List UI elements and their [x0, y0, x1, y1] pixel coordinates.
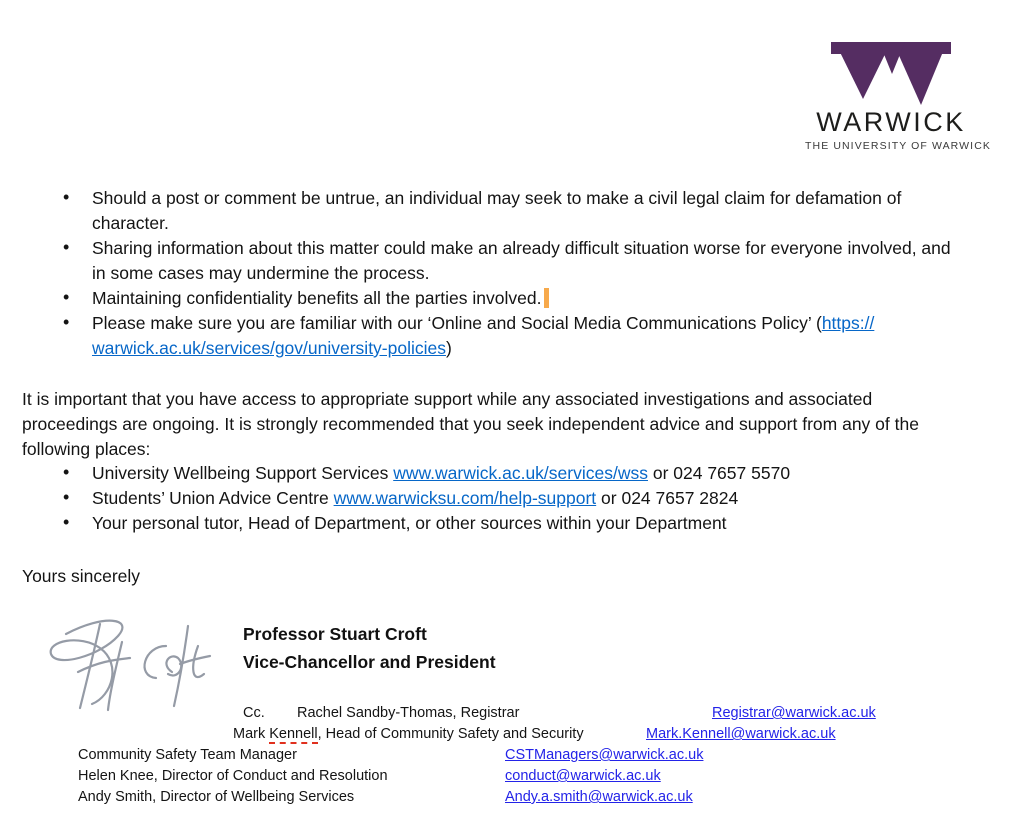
- wellbeing-link[interactable]: www.warwick.ac.uk/services/wss: [393, 463, 648, 483]
- support-paragraph: It is important that you have access to appropriate support while any associated investigations and associated proceedings are ongoing. It is strongly recommended that you seek independent advice and support from any of the following places:: [22, 389, 919, 459]
- list-item: [22, 286, 967, 311]
- bullet-text: Your personal tutor, Head of Department, or other sources within your Department: [92, 513, 727, 533]
- warwick-w-icon: [831, 42, 951, 105]
- logo-tagline: THE UNIVERSITY OF WARWICK: [805, 140, 991, 152]
- warwick-logo: [805, 42, 991, 152]
- cc-label: Cc.: [243, 705, 265, 721]
- cst-managers-email-link[interactable]: CSTManagers@warwick.ac.uk: [505, 747, 704, 763]
- list-item: [22, 186, 967, 236]
- cc-name: Helen Knee, Director of Conduct and Resolution: [78, 768, 388, 784]
- policy-link[interactable]: warwick.ac.uk/services/gov/university-policies: [92, 338, 446, 358]
- bullet-text: Please make sure you are familiar with our ‘Online and Social Media Communications Policy’ (: [92, 313, 822, 333]
- text-cursor: [544, 288, 549, 308]
- signature-image: [38, 612, 223, 720]
- kennell-email-link[interactable]: Mark.Kennell@warwick.ac.uk: [646, 726, 836, 742]
- list-item: [22, 486, 967, 511]
- list-item: [22, 236, 967, 286]
- bullet-text: University Wellbeing Support Services: [92, 463, 394, 483]
- policy-link[interactable]: https://: [821, 313, 875, 333]
- cc-name-part: , Head of Community Safety and Security: [317, 726, 584, 742]
- list-item: [22, 311, 967, 361]
- signatory-block: [243, 620, 496, 676]
- conduct-email-link[interactable]: conduct@warwick.ac.uk: [505, 768, 661, 784]
- list-item: [22, 511, 967, 536]
- support-bullet-list: [22, 461, 967, 536]
- cc-name: Andy Smith, Director of Wellbeing Services: [78, 789, 355, 805]
- students-union-link[interactable]: www.warwicksu.com/help-support: [333, 488, 597, 508]
- signatory-name: Professor Stuart Croft: [243, 624, 427, 644]
- cc-name: [233, 726, 584, 742]
- registrar-email-link[interactable]: Registrar@warwick.ac.uk: [712, 705, 876, 721]
- cc-name-part: Mark: [233, 726, 270, 742]
- andy-smith-email-link[interactable]: Andy.a.smith@warwick.ac.uk: [505, 789, 693, 805]
- cc-name: Rachel Sandby-Thomas, Registrar: [297, 705, 520, 721]
- bullet-text: or 024 7657 5570: [647, 463, 791, 483]
- bullet-text: Sharing information about this matter could make an already difficult situation worse for everyone involved, and in some cases may undermine the process.: [92, 238, 951, 283]
- list-item: [22, 461, 967, 486]
- bullet-text: or 024 7657 2824: [596, 488, 739, 508]
- closing-salutation: Yours sincerely: [22, 566, 141, 586]
- bullet-text: Students’ Union Advice Centre: [92, 488, 334, 508]
- logo-wordmark: WARWICK: [816, 107, 966, 137]
- bullet-text: Should a post or comment be untrue, an individual may seek to make a civil legal claim for defamation of character.: [92, 188, 902, 233]
- cc-name: Community Safety Team Manager: [78, 747, 297, 763]
- bullet-text: ): [446, 338, 452, 358]
- spellcheck-flagged-word: Kennell: [269, 726, 318, 742]
- confidentiality-bullet-list: [22, 186, 967, 361]
- bullet-text: Maintaining confidentiality benefits all the parties involved.: [92, 288, 542, 308]
- signatory-title: Vice-Chancellor and President: [243, 652, 496, 672]
